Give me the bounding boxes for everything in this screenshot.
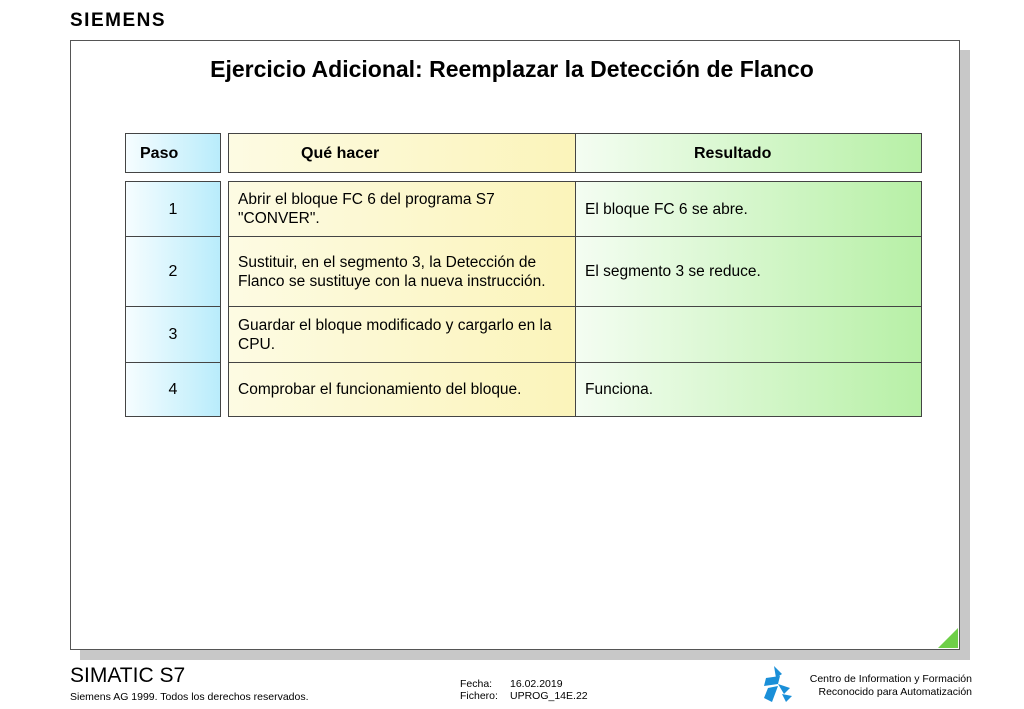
fichero-value: UPROG_14E.22 — [510, 690, 588, 702]
resultado-text: Funciona. — [585, 381, 654, 398]
siemens-logo: SIEMENS — [70, 10, 167, 31]
slide-title: Ejercicio Adicional: Reemplazar la Detección de Flanco — [210, 56, 814, 82]
paso-number: 3 — [168, 326, 178, 343]
paso-number: 4 — [168, 381, 178, 398]
header-resultado-label: Resultado — [694, 144, 772, 162]
table-row-3-que — [228, 306, 576, 363]
table-row-4-paso — [125, 362, 221, 417]
table-row-2-que — [228, 236, 576, 307]
que-hacer-text: Abrir el bloque FC 6 del programa S7 "CONVER". — [238, 191, 495, 227]
header-paso — [125, 133, 221, 173]
que-hacer-text: Comprobar el funcionamiento del bloque. — [238, 381, 522, 398]
header-que-hacer-label: Qué hacer — [301, 144, 380, 162]
page-corner-fold — [938, 628, 958, 648]
resultado-text: El bloque FC 6 se abre. — [585, 200, 748, 218]
header-que-hacer — [228, 133, 576, 173]
training-center-logo-icon — [760, 664, 796, 704]
table-row-3-paso — [125, 306, 221, 363]
centro-line-1: Centro de Information y Formación — [809, 673, 972, 685]
product-name: SIMATIC S7 — [70, 664, 186, 687]
paso-number: 2 — [168, 263, 178, 280]
table-row-1-paso — [125, 181, 221, 237]
table-row-4-que — [228, 362, 576, 417]
table-row-3-resultado — [575, 306, 922, 363]
fecha-value: 16.02.2019 — [510, 678, 563, 690]
table-row-2-paso — [125, 236, 221, 307]
table-row-2-resultado — [575, 236, 922, 307]
header-paso-label: Paso — [140, 144, 179, 162]
header-resultado — [575, 133, 922, 173]
copyright-text: Siemens AG 1999. Todos los derechos reservados. — [70, 691, 309, 703]
centro-line-2: Reconocido para Automatización — [818, 686, 972, 698]
table-row-1-que — [228, 181, 576, 237]
fecha-label: Fecha: — [460, 678, 493, 690]
table-row-1-resultado — [575, 181, 922, 237]
que-hacer-text: Guardar el bloque modificado y cargarlo en la CPU. — [238, 316, 552, 353]
que-hacer-text: Sustituir, en el segmento 3, la Detección de Flanco se sustituye con la nueva instrucción. — [238, 253, 546, 290]
fichero-label: Fichero: — [460, 690, 498, 702]
paso-number: 1 — [168, 200, 178, 218]
table-row-4-resultado — [575, 362, 922, 417]
resultado-text: El segmento 3 se reduce. — [585, 263, 761, 280]
